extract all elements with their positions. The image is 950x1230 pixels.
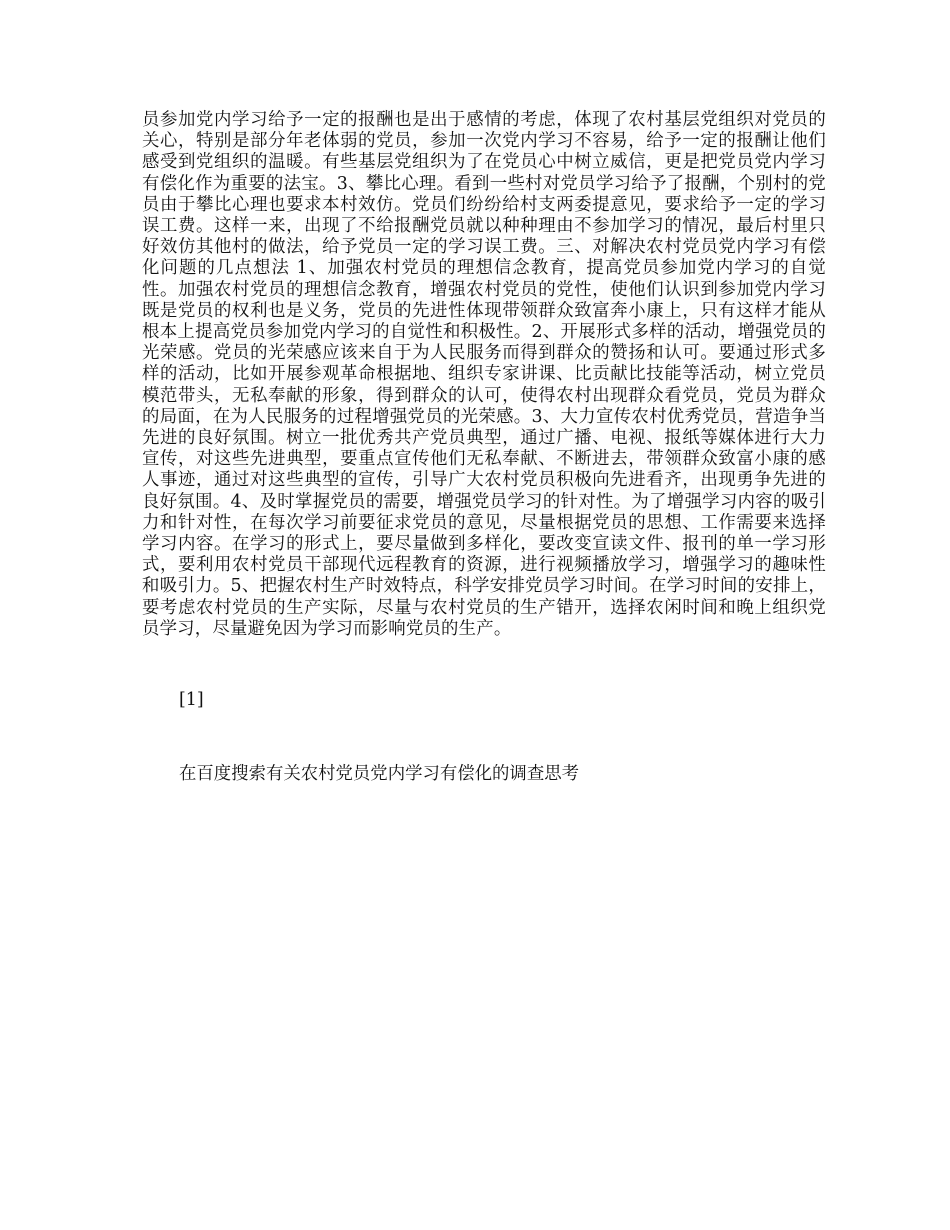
body-paragraph: 员参加党内学习给予一定的报酬也是出于感情的考虑，体现了农村基层党组织对党员的关心，特别是部分年老体弱的党员，参加一次党内学习不容易，给予一定的报酬让他们感受到党组织的温暖。有些基层党组织为了在党员心中树立威信，更是把党员党内学习有偿化作为重要的法宝。3、攀比心理。看到一些村对党员学习给予了报酬，个别村的党员由于攀比心理也要求本村效仿。党员们纷纷给村支两委提意见，要求给予一定的学习误工费。这样一来，出现了不给报酬党员就以种种理由不参加学习的情况，最后村里只好效仿其他村的做法，给予党员一定的学习误工费。三、对解决农村党员党内学习有偿化问题的几点想法 1、加强农村党员的理想信念教育，提高党员参加党内学习的自觉性。加强农村党员的理想信念教育，增强农村党员的党性，使他们认识到参加党内学习既是党员的权利也是义务，党员的先进性体现带领群众致富奔小康上，只有这样才能从根本上提高党员参加党内学习的自觉性和积极性。2、开展形式多样的活动，增强党员的光荣感。党员的光荣感应该来自于为人民服务而得到群众的赞扬和认可。要通过形式多样的活动，比如开展参观革命根据地、组织专家讲课、比贡献比技能等活动，树立党员模范带头，无私奉献的形象，得到群众的认可，使得农村出现群众看党员，党员为群众的局面，在为人民服务的过程增强党员的光荣感。3、大力宣传农村优秀党员，营造争当先进的良好氛围。树立一批优秀共产党员典型，通过广播、电视、报纸等媒体进行大力宣传，对这些先进典型，要重点宣传他们无私奉献、不断进去，带领群众致富小康的感人事迹，通过对这些典型的宣传，引导广大农村党员积极向先进看齐，出现勇争先进的良好氛围。4、及时掌握党员的需要，增强党员学习的针对性。为了增强学习内容的吸引力和针对性，在每次学习前要征求党员的意见，尽量根据党员的思想、工作需要来选择学习内容。在学习的形式上，要尽量做到多样化，要改变宣读文件、报刊的单一学习形式，要利用农村党员干部现代远程教育的资源，进行视频播放学习，增强学习的趣味性和吸引力。5、把握农村生产时效特点，科学安排党员学习时间。在学习时间的安排上，要考虑农村党员的生产实际，尽量与农村党员的生产错开，选择农闲时间和晚上组织党员学习，尽量避免因为学习而影响党员的生产。 — [142, 110, 826, 639]
reference-mark: [1] — [179, 690, 204, 710]
search-suggestion-line: 在百度搜索有关农村党员党内学习有偿化的调查思考 — [179, 764, 579, 784]
